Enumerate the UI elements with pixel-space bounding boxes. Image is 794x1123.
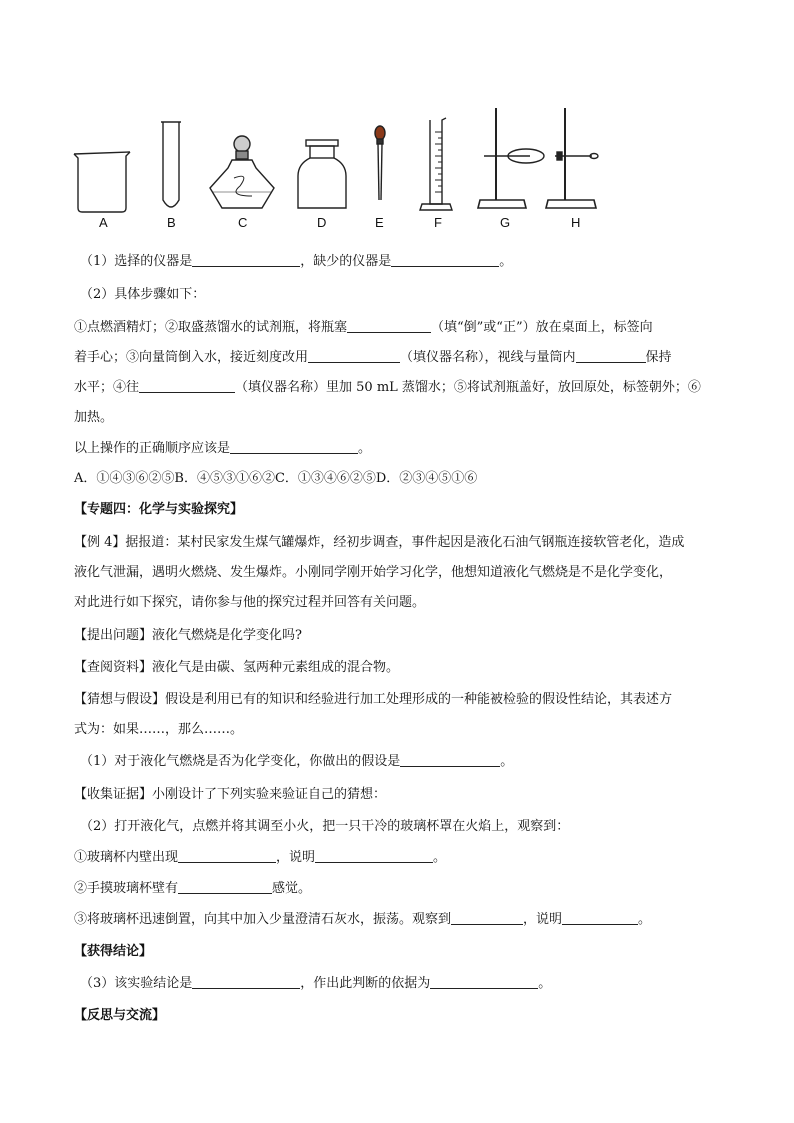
p2-line: （2）打开液化气，点燃并将其调至小火，把一只干冷的玻璃杯罩在火焰上，观察到： <box>80 819 570 834</box>
label-g: G <box>500 215 511 230</box>
p3-prompt-2: ，作出此判断的依据为 <box>300 976 431 991</box>
apparatus-drawing <box>60 100 620 215</box>
step-text: （填仪器名称），视线与量筒内 <box>400 350 576 365</box>
punct: 。 <box>499 254 513 269</box>
step-line-2 <box>74 348 734 368</box>
answer-blank[interactable] <box>347 318 431 333</box>
info-line: 【查阅资料】液化气是由碳、氢两种元素组成的混合物。 <box>74 660 400 675</box>
observation-3 <box>74 910 734 930</box>
p1-prompt: （1）对于液化气燃烧是否为化学变化，你做出的假设是 <box>80 754 401 769</box>
example-line-3: 对此进行如下探究，请你参与他的探究过程并回答有关问题。 <box>74 595 426 610</box>
answer-blank[interactable] <box>391 252 499 267</box>
evidence-line: 【收集证据】小刚设计了下列实验来验证自己的猜想： <box>74 787 387 802</box>
answer-blank[interactable] <box>192 252 300 267</box>
conclusion-heading: 【获得结论】 <box>74 944 153 959</box>
options-line: A．①④③⑥②⑤B．④⑤③①⑥②C．①③④⑥②⑤D．②③④⑤①⑥ <box>74 471 478 486</box>
punct: 。 <box>538 976 552 991</box>
obs-text: ①玻璃杯内壁出现 <box>74 850 179 865</box>
example-line-1: 【例 4】据报道：某村民家发生煤气罐爆炸，经初步调查，事件起因是液化石油气钢瓶连接软管老化，造成 <box>74 535 685 550</box>
dropper-icon <box>375 126 385 200</box>
answer-blank[interactable] <box>562 910 638 925</box>
step-text: （填仪器名称）里加 50 mL 蒸馏水；⑤将试剂瓶盖好，放回原处，标签朝外；⑥ <box>235 380 701 395</box>
answer-blank[interactable] <box>139 378 235 393</box>
answer-blank[interactable] <box>178 848 276 863</box>
hypothesis-line-1: 【猜想与假设】假设是利用已有的知识和经验进行加工处理形成的一种能被检验的假设性结论，其表述方 <box>74 692 673 707</box>
topic-heading: 【专题四：化学与实验探究】 <box>74 502 244 517</box>
observation-2 <box>74 879 734 899</box>
step-text: 着手心；③向量筒倒入水，接近刻度改用 <box>74 350 309 365</box>
p3-line <box>80 974 734 994</box>
punct: 。 <box>500 754 514 769</box>
q1-line <box>80 252 734 272</box>
iron-stand-clamp-icon <box>546 108 598 208</box>
p1-line <box>80 752 734 772</box>
q1-prompt-2: ，缺少的仪器是 <box>300 254 392 269</box>
answer-blank[interactable] <box>430 974 538 989</box>
label-a: A <box>99 215 108 230</box>
obs-text: 感觉。 <box>272 881 312 896</box>
obs-text: ②手摸玻璃杯壁有 <box>74 881 179 896</box>
obs-text: ，说明 <box>276 850 316 865</box>
reagent-bottle-icon <box>298 140 346 208</box>
step-line-3 <box>74 378 734 398</box>
step-line-1 <box>74 318 734 338</box>
label-e: E <box>375 215 384 230</box>
answer-blank[interactable] <box>230 439 358 454</box>
test-tube-icon <box>161 122 181 207</box>
punct: 。 <box>358 441 372 456</box>
step-line-4: 加热。 <box>74 410 114 425</box>
answer-blank[interactable] <box>576 348 646 363</box>
label-f: F <box>434 215 442 230</box>
step-text: 水平；④往 <box>74 380 140 395</box>
graduated-cylinder-icon <box>420 118 452 210</box>
reflection-heading: 【反思与交流】 <box>74 1008 166 1023</box>
punct: 。 <box>638 912 652 927</box>
answer-blank[interactable] <box>308 348 400 363</box>
hypothesis-line-2: 式为：如果……，那么……。 <box>74 722 244 737</box>
observation-1 <box>74 848 734 868</box>
order-line <box>74 439 734 459</box>
answer-blank[interactable] <box>400 752 500 767</box>
order-prompt: 以上操作的正确顺序应该是 <box>74 441 231 456</box>
obs-text: ，说明 <box>523 912 563 927</box>
label-d: D <box>317 215 327 230</box>
step-text: ①点燃酒精灯；②取盛蒸馏水的试剂瓶，将瓶塞 <box>74 320 348 335</box>
answer-blank[interactable] <box>315 848 433 863</box>
step-text: （填“倒”或“正”）放在桌面上，标签向 <box>431 320 653 335</box>
iron-stand-ring-icon <box>478 108 544 208</box>
example-line-2: 液化气泄漏，遇明火燃烧、发生爆炸。小刚同学刚开始学习化学，他想知道液化气燃烧是不是化学变化， <box>74 565 673 580</box>
answer-blank[interactable] <box>178 879 272 894</box>
obs-text: ③将玻璃杯迅速倒置，向其中加入少量澄清石灰水，振荡。观察到 <box>74 912 452 927</box>
question-line: 【提出问题】液化气燃烧是化学变化吗? <box>74 628 302 643</box>
p3-prompt: （3）该实验结论是 <box>80 976 193 991</box>
step-text: 保持 <box>645 350 672 365</box>
alcohol-lamp-icon <box>210 136 274 208</box>
label-b: B <box>167 215 176 230</box>
answer-blank[interactable] <box>192 974 300 989</box>
q1-prompt: （1）选择的仪器是 <box>80 254 193 269</box>
q2-title: （2）具体步骤如下： <box>80 287 206 302</box>
lab-apparatus-figure <box>60 100 620 235</box>
punct: 。 <box>433 850 447 865</box>
beaker-icon <box>74 152 130 212</box>
label-c: C <box>238 215 248 230</box>
label-h: H <box>571 215 581 230</box>
answer-blank[interactable] <box>451 910 523 925</box>
